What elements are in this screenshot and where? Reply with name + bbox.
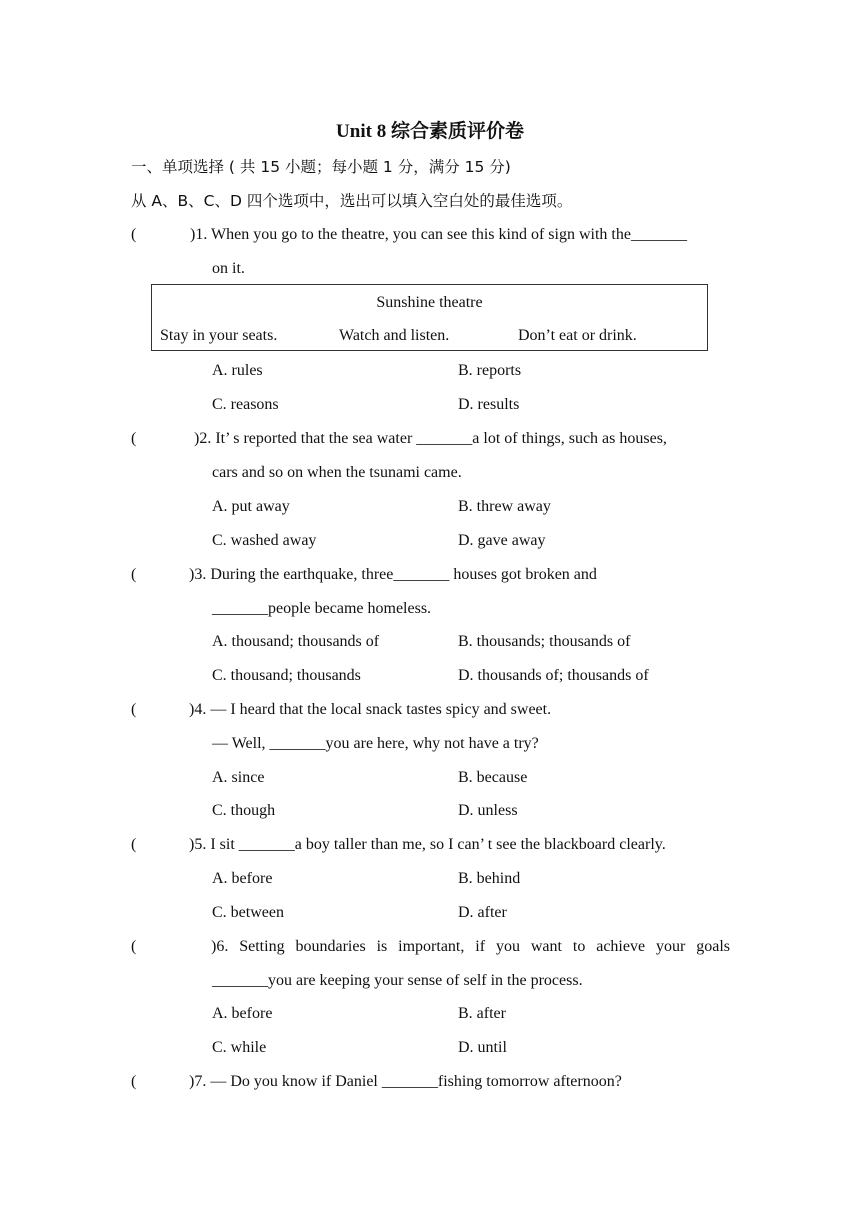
question-stem: )2. It’ s reported that the sea water _______a lot of things, such as houses, — [194, 430, 667, 447]
question-stem: )5. I sit _______a boy taller than me, so I can’ t see the blackboard clearly. — [189, 836, 666, 853]
option-d: D. gave away — [458, 532, 546, 549]
question-continuation: _______you are keeping your sense of self in the process. — [212, 972, 583, 989]
option-d: D. after — [458, 904, 507, 921]
question-stem: )7. — Do you know if Daniel _______fishing tomorrow afternoon? — [189, 1073, 622, 1090]
option-c: C. washed away — [212, 532, 317, 549]
option-d: D. results — [458, 396, 520, 413]
answer-paren: ( — [131, 430, 137, 447]
page-title: Unit 8 综合素质评价卷 — [336, 121, 524, 142]
sign-rule: Don’t eat or drink. — [518, 327, 637, 344]
answer-paren: ( — [131, 701, 137, 718]
question-continuation: _______people became homeless. — [212, 600, 432, 617]
option-d: D. unless — [458, 802, 518, 819]
option-c: C. while — [212, 1039, 267, 1056]
option-c: C. thousand; thousands — [212, 667, 361, 684]
question-stem: )6. Setting boundaries is important, if you want to achieve your goals — [211, 938, 730, 955]
option-a: A. rules — [212, 362, 263, 379]
option-c: C. reasons — [212, 396, 279, 413]
option-b: B. after — [458, 1005, 506, 1022]
option-b: B. because — [458, 769, 528, 786]
sign-rule: Stay in your seats. — [160, 327, 278, 344]
answer-paren: ( — [131, 938, 137, 955]
option-b: B. thousands; thousands of — [458, 633, 631, 650]
answer-paren: ( — [131, 226, 137, 243]
answer-paren: ( — [131, 566, 137, 583]
option-a: A. since — [212, 769, 265, 786]
sign-title: Sunshine theatre — [376, 294, 483, 311]
section-instruction: 从 A、B、C、D 四个选项中，选出可以填入空白处的最佳选项。 — [131, 192, 573, 210]
option-a: A. before — [212, 1005, 273, 1022]
option-d: D. thousands of; thousands of — [458, 667, 649, 684]
question-continuation: cars and so on when the tsunami came. — [212, 464, 462, 481]
option-c: C. between — [212, 904, 284, 921]
option-d: D. until — [458, 1039, 507, 1056]
answer-paren: ( — [131, 1073, 137, 1090]
option-b: B. reports — [458, 362, 522, 379]
option-a: A. thousand; thousands of — [212, 633, 380, 650]
sign-rule: Watch and listen. — [339, 327, 450, 344]
section-heading: 一、单项选择 ( 共 15 小题；每小题 1 分，满分 15 分) — [131, 158, 511, 176]
question-continuation: on it. — [212, 260, 245, 277]
question-stem: )4. — I heard that the local snack tastes spicy and sweet. — [189, 701, 552, 718]
option-b: B. behind — [458, 870, 521, 887]
answer-paren: ( — [131, 836, 137, 853]
option-a: A. before — [212, 870, 273, 887]
option-a: A. put away — [212, 498, 290, 515]
question-continuation: — Well, _______you are here, why not have a try? — [212, 735, 539, 752]
option-b: B. threw away — [458, 498, 551, 515]
question-stem: )3. During the earthquake, three_______ houses got broken and — [189, 566, 597, 583]
theatre-sign — [151, 284, 708, 351]
option-c: C. though — [212, 802, 276, 819]
question-stem: )1. When you go to the theatre, you can see this kind of sign with the_______ — [190, 226, 687, 243]
